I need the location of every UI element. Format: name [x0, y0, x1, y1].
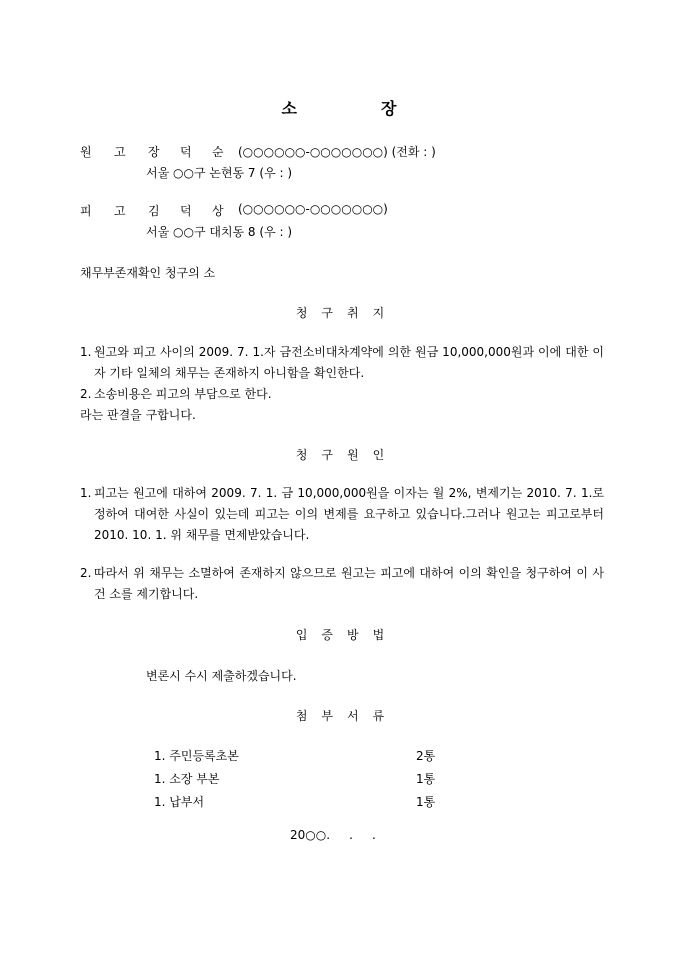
plaintiff-address: 서울 ○○구 논현동 7 (우 : )	[146, 166, 293, 180]
section-heading-evidence: 입 증 방 법	[295, 628, 385, 642]
section-heading-attachments: 첨 부 서 류	[295, 709, 385, 723]
claim-cause-item-1: 1. 피고는 원고에 대하여 2009. 7. 1. 금 10,000,000원을 이자는 월 2%, 변제기는 2010. 7. 1.로 정하여 대여한 사실이 있는데 피고는 이의 변제를 요구하고 있습니다.그러나 원고는 피고로부터 2010. 10. 1. 위 채무를 면제받았습니다.	[80, 486, 604, 542]
defendant-address: 서울 ○○구 대치동 8 (우 : )	[146, 225, 293, 239]
defendant-name: 김 덕 상	[148, 204, 224, 218]
attachment-row: 1. 주민등록초본 2통	[154, 749, 436, 763]
attachment-row: 1. 납부서 1통	[154, 795, 436, 809]
claim-cause-item-2: 2. 따라서 위 채무는 소멸하여 존재하지 않으므로 원고는 피고에 대하여 이의 확인을 청구하여 이 사건 소를 제기합니다.	[80, 566, 604, 601]
document-title	[0, 96, 680, 119]
attachment-row: 1. 소장 부본 1통	[154, 772, 436, 786]
defendant-id: (○○○○○○-○○○○○○○)	[238, 202, 388, 216]
document-date: 20○○. . .	[290, 828, 376, 842]
section-heading-claim-cause: 청 구 원 인	[295, 448, 385, 462]
defendant-label: 피 고	[80, 204, 126, 218]
title-char-1: 소	[281, 99, 299, 118]
plaintiff-name: 장 덕 순	[148, 145, 224, 159]
case-title: 채무부존재확인 청구의 소	[80, 266, 216, 280]
attachments-list	[154, 745, 444, 814]
title-char-2: 장	[381, 99, 399, 118]
section-heading-claim-purpose: 청 구 취 지	[295, 306, 385, 320]
plaintiff-label: 원 고	[80, 145, 126, 159]
defendant-block	[80, 202, 388, 219]
claim-purpose-item: 2. 소송비용은 피고의 부담으로 한다.	[80, 387, 272, 401]
claim-purpose-item: 1. 원고와 피고 사이의 2009. 7. 1.자 금전소비대차계약에 의한 원금 10,000,000원과 이에 대한 이자 기타 일체의 채무는 존재하지 아니함을 확인한다.	[80, 345, 604, 380]
claim-purpose-closing: 라는 판결을 구합니다.	[80, 408, 196, 422]
claim-purpose-body	[80, 342, 604, 426]
plaintiff-id-phone: (○○○○○○-○○○○○○○) (전화 : )	[238, 145, 436, 159]
evidence-text: 변론시 수시 제출하겠습니다.	[146, 669, 297, 683]
plaintiff-block	[80, 143, 436, 160]
